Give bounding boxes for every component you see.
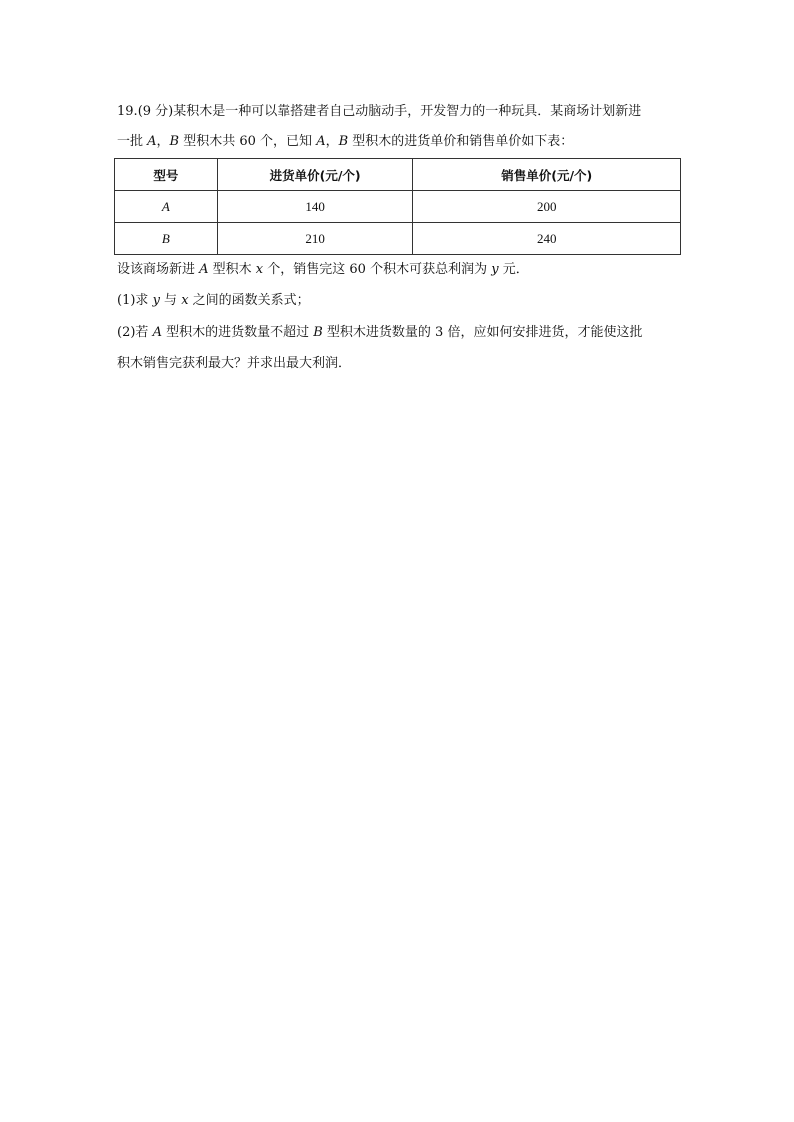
- intro-text: ，: [156, 134, 170, 149]
- model-a-symbol: A: [199, 262, 209, 277]
- question-intro-text: 某积木是一种可以靠搭建者自己动脑动手，开发智力的一种玩具．某商场计划新进: [173, 104, 642, 119]
- part1-text: (1)求: [117, 293, 153, 308]
- part2-text: 积木销售完获利最大？并求出最大利润．: [117, 356, 352, 371]
- variable-x: x: [255, 262, 264, 277]
- model-b-symbol: B: [338, 134, 349, 149]
- question-intro-line-1: [117, 103, 641, 121]
- part2-text: 型积木进货数量的 3 倍，应如何安排进货，才能使这批: [322, 325, 643, 340]
- intro-text: ，: [325, 134, 339, 149]
- part1-text: 之间的函数关系式；: [188, 293, 310, 308]
- table-header-row: [115, 159, 681, 191]
- setup-text: 个，销售完这 60 个积木可获总利润为: [263, 262, 492, 277]
- model-a-symbol: A: [152, 325, 162, 340]
- cell-price: 240: [413, 223, 681, 255]
- cell-model: B: [115, 223, 218, 255]
- intro-text: 一批: [117, 134, 148, 149]
- cell-cost: 210: [217, 223, 413, 255]
- setup-text: 元．: [498, 262, 529, 277]
- question-score: (9 分): [137, 104, 174, 119]
- header-model: 型号: [115, 159, 218, 191]
- header-cost: 进货单价(元/个): [217, 159, 413, 191]
- setup-line: [117, 261, 529, 279]
- variable-y: y: [152, 293, 160, 308]
- variable-y: y: [491, 262, 499, 277]
- intro-text: 型积木共 60 个，已知: [179, 134, 317, 149]
- part2-text: 型积木的进货数量不超过: [161, 325, 314, 340]
- part1-text: 与: [159, 293, 182, 308]
- part-2-line-2: [117, 355, 351, 373]
- model-b-symbol: B: [169, 134, 180, 149]
- setup-text: 设该商场新进: [117, 262, 200, 277]
- model-a-symbol: A: [316, 134, 326, 149]
- header-price: 销售单价(元/个): [413, 159, 681, 191]
- part-1: [117, 292, 310, 310]
- part-2-line-1: [117, 324, 642, 342]
- cell-model: A: [115, 191, 218, 223]
- table-row: [115, 191, 681, 223]
- question-intro-line-2: [117, 133, 573, 151]
- cell-price: 200: [413, 191, 681, 223]
- cell-cost: 140: [217, 191, 413, 223]
- model-b-symbol: B: [313, 325, 323, 340]
- price-table: [114, 158, 681, 255]
- model-a-symbol: A: [147, 134, 157, 149]
- setup-text: 型积木: [208, 262, 256, 277]
- intro-text: 型积木的进货单价和销售单价如下表：: [348, 134, 574, 149]
- part2-text: (2)若: [117, 325, 153, 340]
- table-row: [115, 223, 681, 255]
- variable-x: x: [181, 293, 189, 308]
- question-number: 19.: [117, 104, 138, 119]
